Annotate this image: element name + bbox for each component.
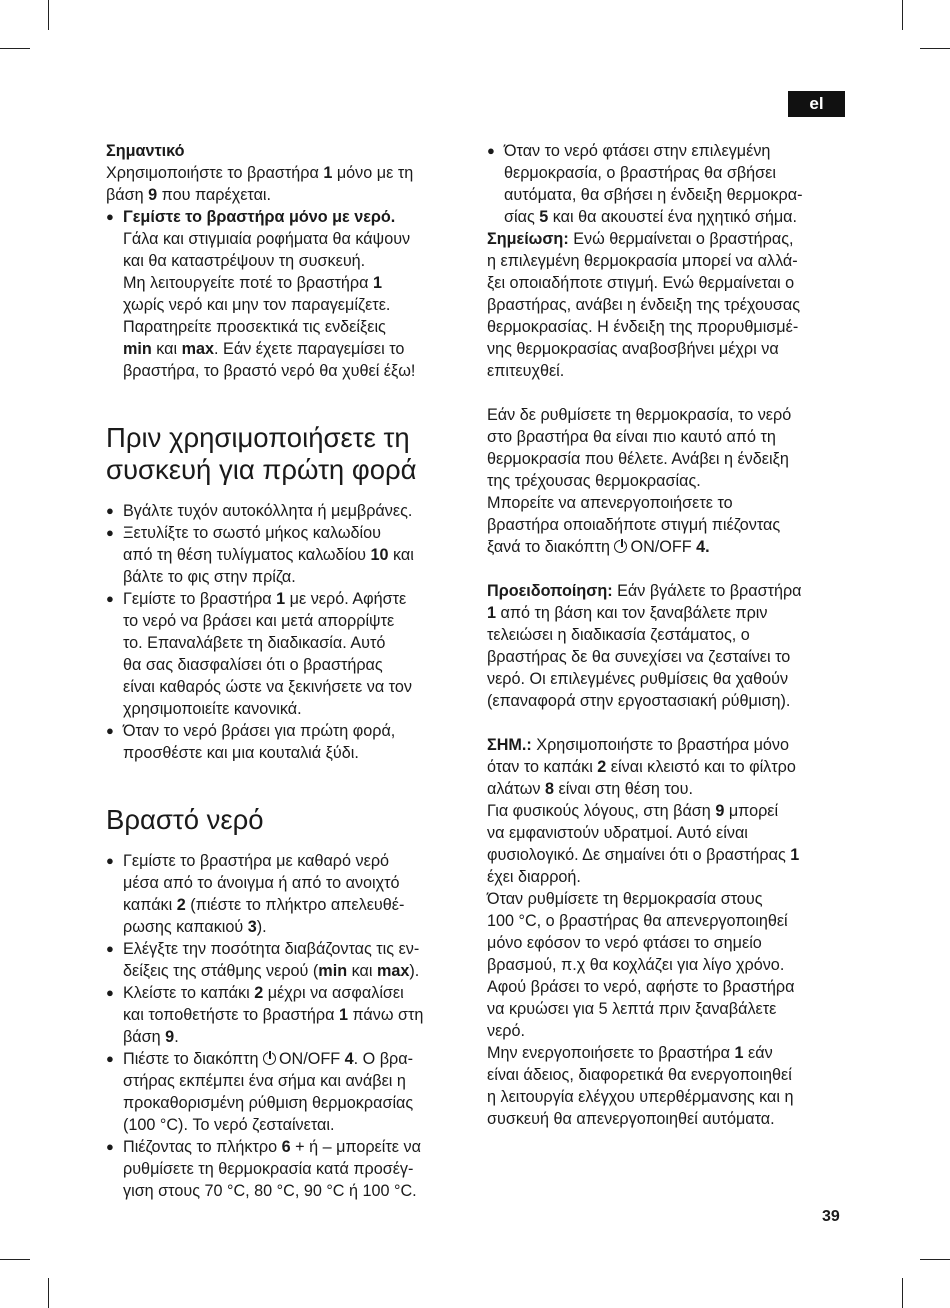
list-item: ● Όταν το νερό βράσει για πρώτη φορά, προσθέστε και μια κουταλιά ξύδι. [106,720,458,764]
right-column [487,140,847,1130]
crop-mark [48,0,49,30]
language-tab: el [788,91,845,117]
warning-label: Προειδοποίηση: [487,582,613,600]
list-item: ● Γεμίστε το βραστήρα μόνο με νερό. Γάλα και στιγμιαία ροφήματα θα κάψουν και θα καταστρέψουν τη συσκευή. Μη λειτουργείτε ποτέ το βραστήρα 1 χωρίς νερό και μην τον παραγεμίζετε. Παρατηρείτε προσεκτικά τις ενδείξεις min και max. Εάν έχετε παραγεμίσει το βραστήρα, το βραστό νερό θα χυθεί έξω! [106,206,458,382]
shm-paragraph: ΣΗΜ.: Χρησιμοποιήστε το βραστήρα μόνο όταν το καπάκι 2 είναι κλειστό και το φίλτρο αλάτων 8 είναι στη θέση του. Για φυσικούς λόγους, στη βάση 9 μπορεί να εμφανιστούν υδρατμοί. Αυτό είναι φυσιολογικό. Δε σημαίνει ότι ο βραστήρας 1 έχει διαρροή. Όταν ρυθμίσετε τη θερμοκρασία στους 100 °C, ο βραστήρας θα απενεργοποιηθεί μόνο εφόσον το νερό φτάσει το σημείο βρασμού, π.χ θα κοχλάζει για λίγο χρόνο. Αφού βράσει το νερό, αφήστε το βραστήρα να κρυώσει για 5 λεπτά πριν ξαναβάλετε νερό. Μην ενεργοποιήσετε το βραστήρα 1 εάν είναι άδειος, διαφορετικά θα ενεργοποιηθεί η λειτουργία ελέγχου υπερθέρμανσης και η συσκευή θα απενεργοποιηθεί αυτόματα. [487,736,800,1128]
power-icon [263,1052,276,1065]
crop-mark [920,48,950,49]
power-icon [614,540,627,553]
warning-paragraph: Προειδοποίηση: Εάν βγάλετε το βραστήρα 1 από τη βάση και τον ξαναβάλετε πριν τελειώσει η διαδικασία ζεστάματος, ο βραστήρας δε θα συνεχίσει να ζεσταίνει το νερό. Οι επιλεγμένες ρυθμίσεις θα χαθούν (επαναφορά στην εργοστασιακή ρύθμιση). [487,582,802,710]
list-item: ● Πιέστε το διακόπτη ON/OFF 4. Ο βρα- στήρας εκπέμπει ένα σήμα και ανάβει η προκαθορισμένη ρύθμιση θερμοκρασίας (100 °C). Το νερό ζεσταίνεται. [106,1048,458,1136]
text-line: βάση 9 που παρέχεται. [106,186,272,204]
crop-mark [0,1259,30,1260]
note-label: Σημείωση: [487,230,569,248]
list-item: ● Γεμίστε το βραστήρα 1 με νερό. Αφήστε το νερό να βράσει και μετά απορρίψτε το. Επαναλάβετε τη διαδικασία. Αυτό θα σας διασφαλίσει ότι ο βραστήρας είναι καθαρός ώστε να ξεκινήσετε να τον χρησιμοποιείτε κανονικά. [106,588,458,720]
list-item: ● Γεμίστε το βραστήρα με καθαρό νερό μέσα από το άνοιγμα ή από το ανοιχτό καπάκι 2 (πιέστε το πλήκτρο απελευθέ- ρωσης καπακιού 3). [106,850,458,938]
section-heading-boiling-water: Βραστό νερό [106,804,264,835]
section-heading-first-use: Πριν χρησιμοποιήσετε τη συσκευή για πρώτη φορά [106,422,417,485]
crop-mark [0,48,30,49]
crop-mark [902,1278,903,1308]
note-paragraph: Σημείωση: Ενώ θερμαίνεται ο βραστήρας, η επιλεγμένη θερμοκρασία μπορεί να αλλά- ξει οποιαδήποτε στιγμή. Ενώ θερμαίνεται ο βραστήρας, ανάβει η ένδειξη της τρέχουσας θερμοκρασίας. Η ένδειξη της προρυθμισμέ- νης θερμοκρασίας αναβοσβήνει μέχρι να επιτευχθεί. [487,230,801,380]
crop-mark [920,1259,950,1260]
crop-mark [48,1278,49,1308]
left-column [106,140,458,1202]
shm-label: ΣΗΜ.: [487,736,532,754]
boiling-list [106,850,458,1202]
list-item: ● Ελέγξτε την ποσότητα διαβάζοντας τις εν- δείξεις της στάθμης νερού (min και max). [106,938,458,982]
list-item: ● Βγάλτε τυχόν αυτοκόλλητα ή μεμβράνες. [106,500,458,522]
list-item: ● Κλείστε το καπάκι 2 μέχρι να ασφαλίσει και τοποθετήστε το βραστήρα 1 πάνω στη βάση 9. [106,982,458,1048]
list-item: ● Πιέζοντας το πλήκτρο 6 + ή – μπορείτε να ρυθμίσετε τη θερμοκρασία κατά προσέγ- γιση στους 70 °C, 80 °C, 90 °C ή 100 °C. [106,1136,458,1202]
temperature-paragraph: Εάν δε ρυθμίσετε τη θερμοκρασία, το νερό στο βραστήρα θα είναι πιο καυτό από τη θερμοκρασία που θέλετε. Ανάβει η ένδειξη της τρέχουσας θερμοκρασίας. Μπορείτε να απενεργοποιήσετε το βραστήρα οποιαδήποτε στιγμή πιέζοντας ξανά το διακόπτη ON/OFF 4. [487,406,792,556]
page-number: 39 [822,1208,840,1225]
important-heading: Σημαντικό [106,142,185,160]
important-section [106,140,458,382]
list-item: ● Όταν το νερό φτάσει στην επιλεγμένη θερμοκρασία, ο βραστήρας θα σβήσει αυτόματα, θα σβήσει η ένδειξη θερμοκρα- σίας 5 και θα ακουστεί ένα ηχητικό σήμα. [487,140,847,228]
list-item: ● Ξετυλίξτε το σωστό μήκος καλωδίου από τη θέση τυλίγματος καλωδίου 10 και βάλτε το φις στην πρίζα. [106,522,458,588]
first-use-list [106,500,458,764]
text-line: Χρησιμοποιήστε το βραστήρα 1 μόνο με τη [106,164,414,182]
crop-mark [902,0,903,30]
